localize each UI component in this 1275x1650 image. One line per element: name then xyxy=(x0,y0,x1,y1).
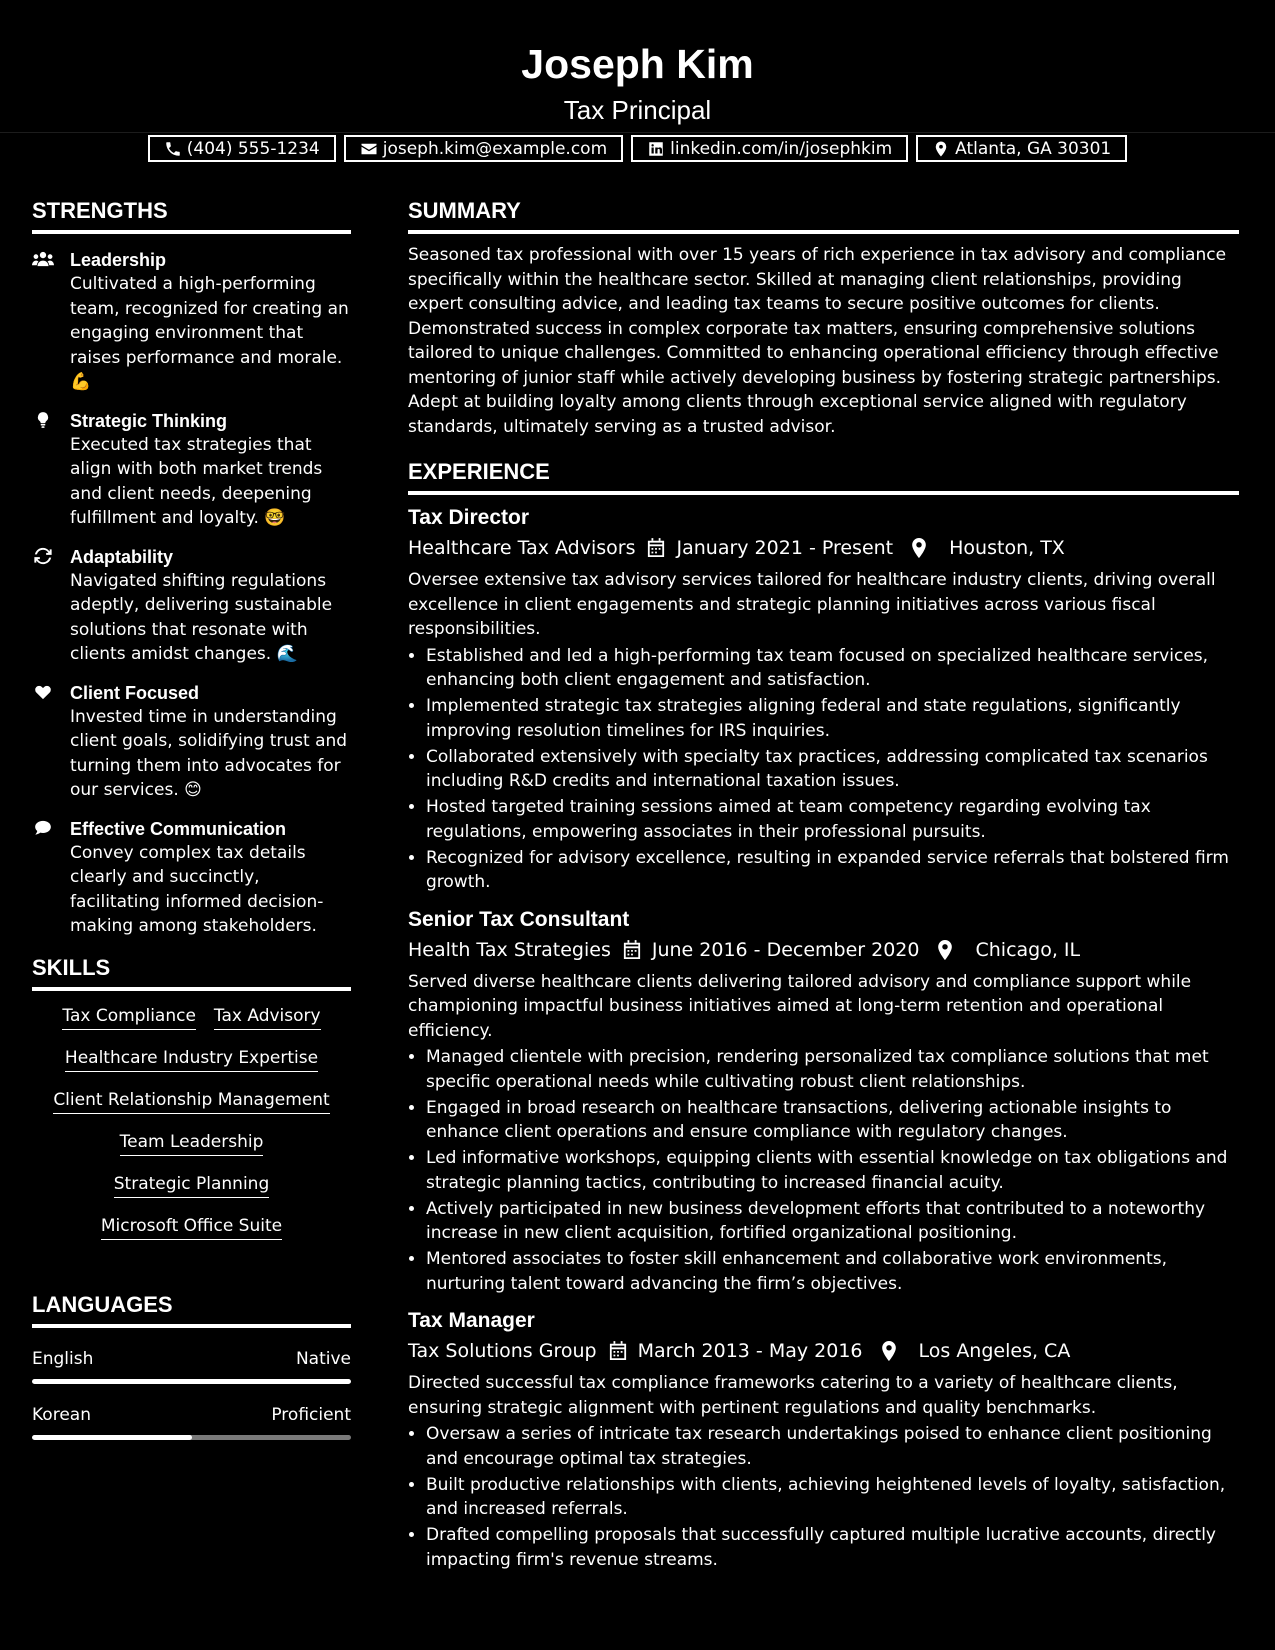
language-proficiency-bar xyxy=(32,1435,351,1440)
job-title: Senior Tax Consultant xyxy=(408,907,630,931)
strength-title: Adaptability xyxy=(70,546,174,567)
job-description: Served diverse healthcare clients delivering tailored advisory and compliance support while championing impactful business initiatives aimed at long-term retention and operational efficiency. xyxy=(408,971,1192,1041)
job-meta xyxy=(408,533,1239,563)
calendar-icon xyxy=(647,538,665,558)
map-marker-icon xyxy=(937,940,953,960)
experience-bullet: • Collaborated extensively with specialty tax practices, addressing complicated tax scenarios including R&D credits and international taxation issues. xyxy=(426,745,1239,794)
skill-tag: Strategic Planning xyxy=(114,1171,269,1198)
envelope-icon xyxy=(360,140,378,158)
experience-list xyxy=(408,505,1239,1572)
skill-tag: Client Relationship Management xyxy=(53,1087,329,1114)
calendar-icon xyxy=(623,940,641,960)
skill-tag: Tax Advisory xyxy=(214,1003,321,1030)
job-location: Los Angeles, CA xyxy=(918,1340,1071,1362)
job-dates: June 2016 - December 2020 xyxy=(651,938,920,961)
language-name: Korean xyxy=(32,1404,91,1425)
experience-item xyxy=(408,907,1239,1297)
map-marker-icon xyxy=(932,140,950,158)
language-level: Native xyxy=(295,1348,351,1369)
skills-list xyxy=(32,1003,351,1240)
language-item xyxy=(32,1348,351,1384)
strength-title: Leadership xyxy=(70,250,167,270)
contact-location-text: Atlanta, GA 30301 xyxy=(955,138,1112,159)
job-dates: January 2021 - Present xyxy=(676,537,894,559)
strength-desc: Convey complex tax details clearly and succinctly, facilitating informed decision-making among stakeholders. xyxy=(70,842,324,936)
experience-bullet: • Oversaw a series of intricate tax research undertakings poised to enhance client positioning and encourage optimal tax strategies. xyxy=(426,1422,1239,1471)
contact-phone[interactable] xyxy=(148,135,336,162)
contact-linkedin-text: linkedin.com/in/josephkim xyxy=(670,138,893,159)
map-marker-icon xyxy=(911,538,927,558)
summary-text: Seasoned tax professional with over 15 years of rich experience in tax advisory and compliance specifically within the healthcare sector. Skilled at managing client relationships, providing expert consulting advice, and leading tax teams to secure positive outcomes for clients. Demonstrated success in complex corporate tax matters, ensuring comprehensive solutions tailored to unique challenges. Committed to enhancing operational efficiency through effective mentoring of junior staff while actively developing business by fostering strategic partnerships. Adept at building loyalty among clients through exceptional service aligned with regulatory standards, ultimately serving as a trusted advisor. xyxy=(408,245,1227,437)
strength-desc: Cultivated a high-performing team, recognized for creating an engaging environment that raises performance and morale. 💪 xyxy=(70,274,349,392)
strength-title: Client Focused xyxy=(70,682,200,703)
language-level: Proficient xyxy=(271,1404,351,1425)
languages-heading: LANGUAGES xyxy=(32,1294,351,1328)
strength-desc: Navigated shifting regulations adeptly, delivering sustainable solutions that resonate with clients amidst changes. 🌊 xyxy=(70,570,333,664)
experience-bullet: • Actively participated in new business development efforts that contributed to a noteworthy increase in new client acquisition, fortified organizational positioning. xyxy=(426,1197,1239,1246)
contact-email-text: joseph.kim@example.com xyxy=(382,138,608,159)
experience-heading: EXPERIENCE xyxy=(408,461,1239,495)
comment-icon xyxy=(32,819,54,837)
resume-header xyxy=(0,0,1275,159)
job-company: Health Tax Strategies xyxy=(408,938,611,961)
experience-bullet: • Drafted compelling proposals that successfully captured multiple lucrative accounts, directly impacting firm's revenue streams. xyxy=(426,1523,1239,1572)
strengths-heading: STRENGTHS xyxy=(32,200,351,234)
phone-icon xyxy=(164,140,182,158)
lightbulb-icon xyxy=(32,411,54,429)
experience-bullet: • Recognized for advisory excellence, resulting in expanded service referrals that bolstered firm growth. xyxy=(426,846,1239,895)
linkedin-icon xyxy=(647,140,665,158)
heart-icon xyxy=(32,683,54,701)
skill-tag: Microsoft Office Suite xyxy=(101,1213,282,1240)
strength-item xyxy=(32,409,351,531)
contact-location[interactable] xyxy=(916,135,1127,162)
experience-item xyxy=(408,505,1239,895)
contact-linkedin[interactable] xyxy=(631,135,908,162)
job-location: Chicago, IL xyxy=(975,938,1081,961)
strength-item xyxy=(32,681,351,803)
strength-title: Strategic Thinking xyxy=(70,410,228,431)
strength-desc: Executed tax strategies that align with both market trends and client needs, deepening fulfillment and loyalty. 🤓 xyxy=(70,434,323,528)
job-bullets xyxy=(408,1422,1239,1572)
job-title: Tax Director xyxy=(408,506,529,529)
strength-item xyxy=(32,817,351,939)
strength-desc: Invested time in understanding client goals, solidifying trust and turning them into advocates for our services. 😊 xyxy=(70,706,348,800)
skill-tag: Healthcare Industry Expertise xyxy=(65,1045,318,1072)
language-item xyxy=(32,1404,351,1440)
job-bullets xyxy=(408,1045,1239,1296)
left-column xyxy=(32,200,351,1440)
job-bullets xyxy=(408,644,1239,895)
strengths-list xyxy=(32,248,351,939)
map-marker-icon xyxy=(881,1341,897,1361)
calendar-icon xyxy=(609,1341,627,1361)
job-location: Houston, TX xyxy=(949,537,1065,559)
job-company: Tax Solutions Group xyxy=(408,1340,597,1362)
job-description: Oversee extensive tax advisory services tailored for healthcare industry clients, driving overall excellence in client engagements and strategic planning initiatives across various fiscal responsibilities. xyxy=(408,570,1216,639)
experience-bullet: • Hosted targeted training sessions aimed at team competency regarding evolving tax regulations, empowering associates in their professional pursuits. xyxy=(426,795,1239,844)
right-column xyxy=(408,200,1239,1574)
job-company: Healthcare Tax Advisors xyxy=(408,537,636,559)
experience-bullet: • Led informative workshops, equipping clients with essential knowledge on tax obligations and strategic planning tactics, contributing to increased financial acuity. xyxy=(426,1146,1239,1195)
contact-phone-text: (404) 555-1234 xyxy=(186,138,320,159)
strength-title: Effective Communication xyxy=(70,818,287,839)
users-icon xyxy=(32,250,54,268)
language-proficiency-bar xyxy=(32,1379,351,1384)
experience-bullet: • Implemented strategic tax strategies aligning federal and state regulations, significantly improving resolution timelines for IRS inquiries. xyxy=(426,694,1239,743)
job-dates: March 2013 - May 2016 xyxy=(637,1340,863,1362)
skill-tag: Tax Compliance xyxy=(62,1003,196,1030)
language-name: English xyxy=(32,1348,94,1369)
job-meta xyxy=(408,935,1239,965)
job-description: Directed successful tax compliance frameworks catering to a variety of healthcare clients, ensuring strategic alignment with pertinent regulations and quality benchmarks. xyxy=(408,1373,1178,1418)
job-meta xyxy=(408,1336,1239,1366)
experience-bullet: • Mentored associates to foster skill enhancement and collaborative work environments, nurturing talent toward advancing the firm’s objectives. xyxy=(426,1247,1239,1296)
sync-icon xyxy=(32,547,54,565)
job-title: Tax Manager xyxy=(408,1309,535,1332)
summary-heading: SUMMARY xyxy=(408,200,1239,234)
language-proficiency-fill xyxy=(32,1435,192,1440)
language-proficiency-fill xyxy=(32,1379,351,1384)
experience-bullet: • Engaged in broad research on healthcare transactions, delivering actionable insights to enhance client operations and ensure compliance with regulatory changes. xyxy=(426,1096,1239,1145)
candidate-name: Joseph Kim xyxy=(521,41,754,87)
contact-email[interactable] xyxy=(344,135,623,162)
strength-item xyxy=(32,545,351,667)
experience-bullet: • Built productive relationships with clients, achieving heightened levels of loyalty, satisfaction, and increased referrals. xyxy=(426,1473,1239,1522)
skill-tag: Team Leadership xyxy=(120,1129,264,1156)
experience-item xyxy=(408,1308,1239,1572)
strength-item xyxy=(32,248,351,395)
skills-heading: SKILLS xyxy=(32,957,351,991)
experience-bullet: • Established and led a high-performing tax team focused on specialized healthcare services, enhancing both client engagement and satisfaction. xyxy=(426,644,1239,693)
experience-bullet: • Managed clientele with precision, rendering personalized tax compliance solutions that met specific operational needs while cultivating robust client relationships. xyxy=(426,1045,1239,1094)
contact-bar xyxy=(0,135,1275,162)
candidate-role: Tax Principal xyxy=(563,95,712,125)
